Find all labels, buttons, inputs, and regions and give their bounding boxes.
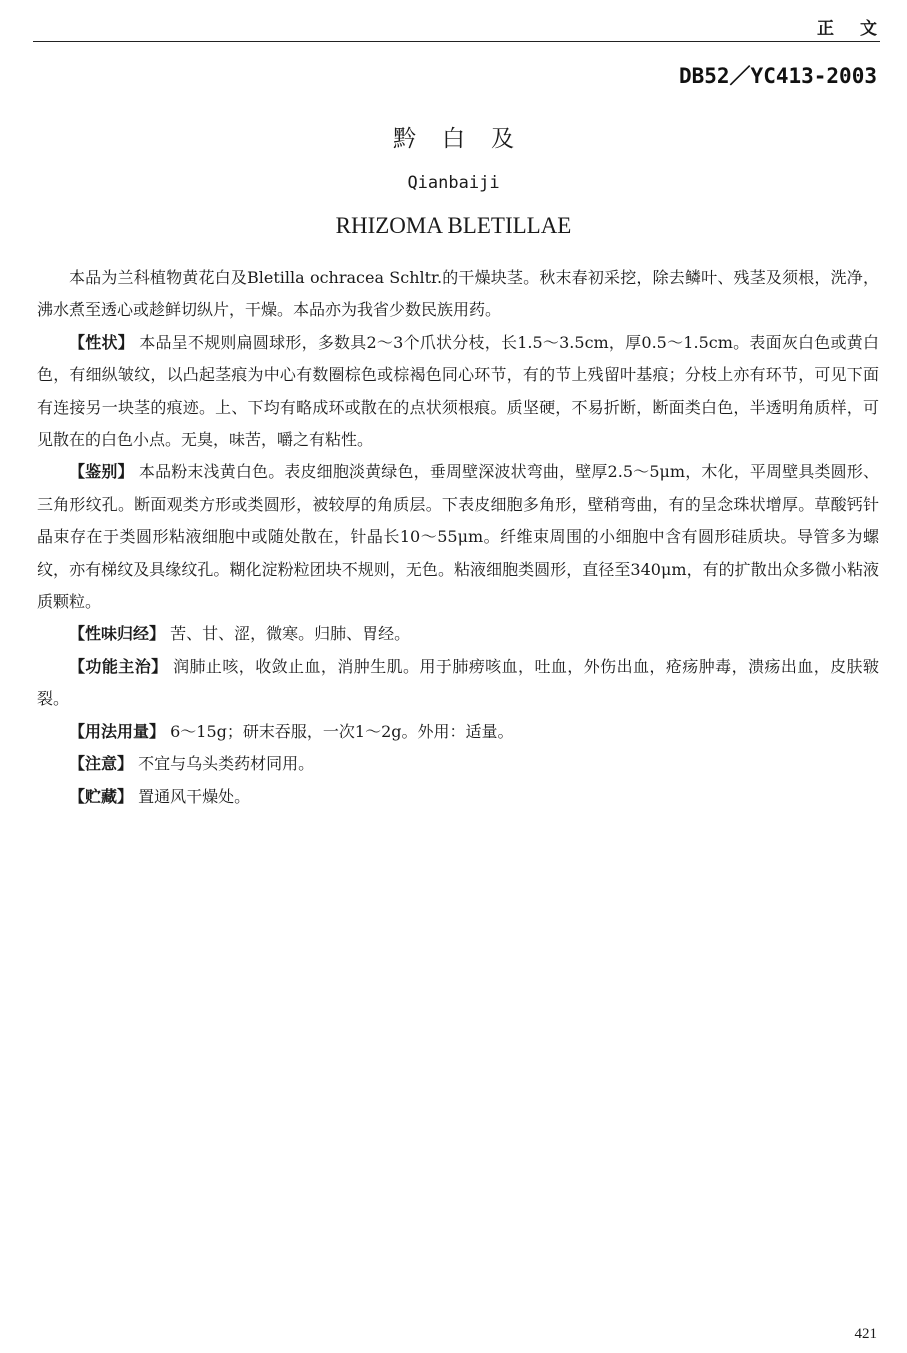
title-chinese: 黔白及 bbox=[393, 126, 540, 152]
section-text: 本品为兰科植物黄花白及Bletilla ochracea Schltr.的干燥块茎。秋末春初采挖，除去鳞叶、残茎及须根，洗净，沸水煮至透心或趁鲜切纵片，干燥。本品亦为我省少数民族用药。 bbox=[37, 268, 879, 320]
paragraph-description bbox=[37, 327, 879, 457]
paragraph-functions bbox=[37, 651, 879, 716]
standard-code: DB52／YC413-2003 bbox=[678, 64, 877, 88]
paragraph-source bbox=[37, 262, 879, 327]
title-pinyin: Qianbaiji bbox=[407, 173, 500, 193]
section-text: 置通风干燥处。 bbox=[138, 786, 251, 806]
section-term: 【贮藏】 bbox=[69, 786, 134, 806]
section-text: 6～15g；研末吞服，一次1～2g。外用：适量。 bbox=[170, 721, 514, 741]
page-number: 421 bbox=[854, 1326, 877, 1342]
section-text: 不宜与乌头类药材同用。 bbox=[138, 754, 315, 774]
section-text: 润肺止咳，收敛止血，消肿生肌。用于肺痨咳血，吐血，外伤出血，疮疡肿毒，溃疡出血，皮肤皲裂。 bbox=[37, 656, 879, 709]
section-term: 【性状】 bbox=[69, 332, 134, 352]
section-term: 【功能主治】 bbox=[69, 656, 168, 676]
section-label: 正文 bbox=[817, 19, 903, 39]
monograph-body bbox=[37, 262, 879, 813]
section-term: 【用法用量】 bbox=[69, 721, 166, 741]
section-term: 【性味归经】 bbox=[69, 624, 166, 644]
section-term: 【鉴别】 bbox=[69, 462, 134, 482]
title-latin: RHIZOMA BLETILLAE bbox=[335, 213, 572, 238]
paragraph-nature-meridian bbox=[37, 618, 879, 650]
paragraph-identification bbox=[37, 456, 879, 618]
paragraph-precautions bbox=[37, 748, 879, 780]
section-text: 本品呈不规则扁圆球形，多数具2～3个爪状分枝，长1.5～3.5cm，厚0.5～1.5cm。表面灰白色或黄白色，有细纵皱纹，以凸起茎痕为中心有数圈棕色或棕褐色同心环节，有的节上残留叶基痕；分枝上亦有环节，可见下面有连接另一块茎的痕迹。上、下均有略成环或散在的点状须根痕。质坚硬，不易折断，断面类白色，半透明角质样，可见散在的白色小点。无臭，味苦，嚼之有粘性。 bbox=[37, 332, 879, 450]
section-text: 本品粉末浅黄白色。表皮细胞淡黄绿色，垂周壁深波状弯曲，壁厚2.5～5μm，木化，平周壁具类圆形、三角形纹孔。断面观类方形或类圆形，被较厚的角质层。下表皮细胞多角形，壁稍弯曲，有的呈念珠状增厚。草酸钙针晶束存在于类圆形粘液细胞中或随处散在，针晶长10～55μm。纤维束周围的小细胞中含有圆形硅质块。导管多为螺纹，亦有梯纹及具缘纹孔。糊化淀粉粒团块不规则，无色。粘液细胞类圆形，直径至340μm，有的扩散出众多微小粘液质颗粒。 bbox=[37, 462, 879, 612]
section-text: 苦、甘、涩，微寒。归肺、胃经。 bbox=[170, 624, 411, 644]
paragraph-dosage bbox=[37, 716, 879, 748]
header-rule bbox=[33, 41, 880, 42]
paragraph-storage bbox=[37, 781, 879, 813]
section-term: 【注意】 bbox=[69, 754, 134, 774]
